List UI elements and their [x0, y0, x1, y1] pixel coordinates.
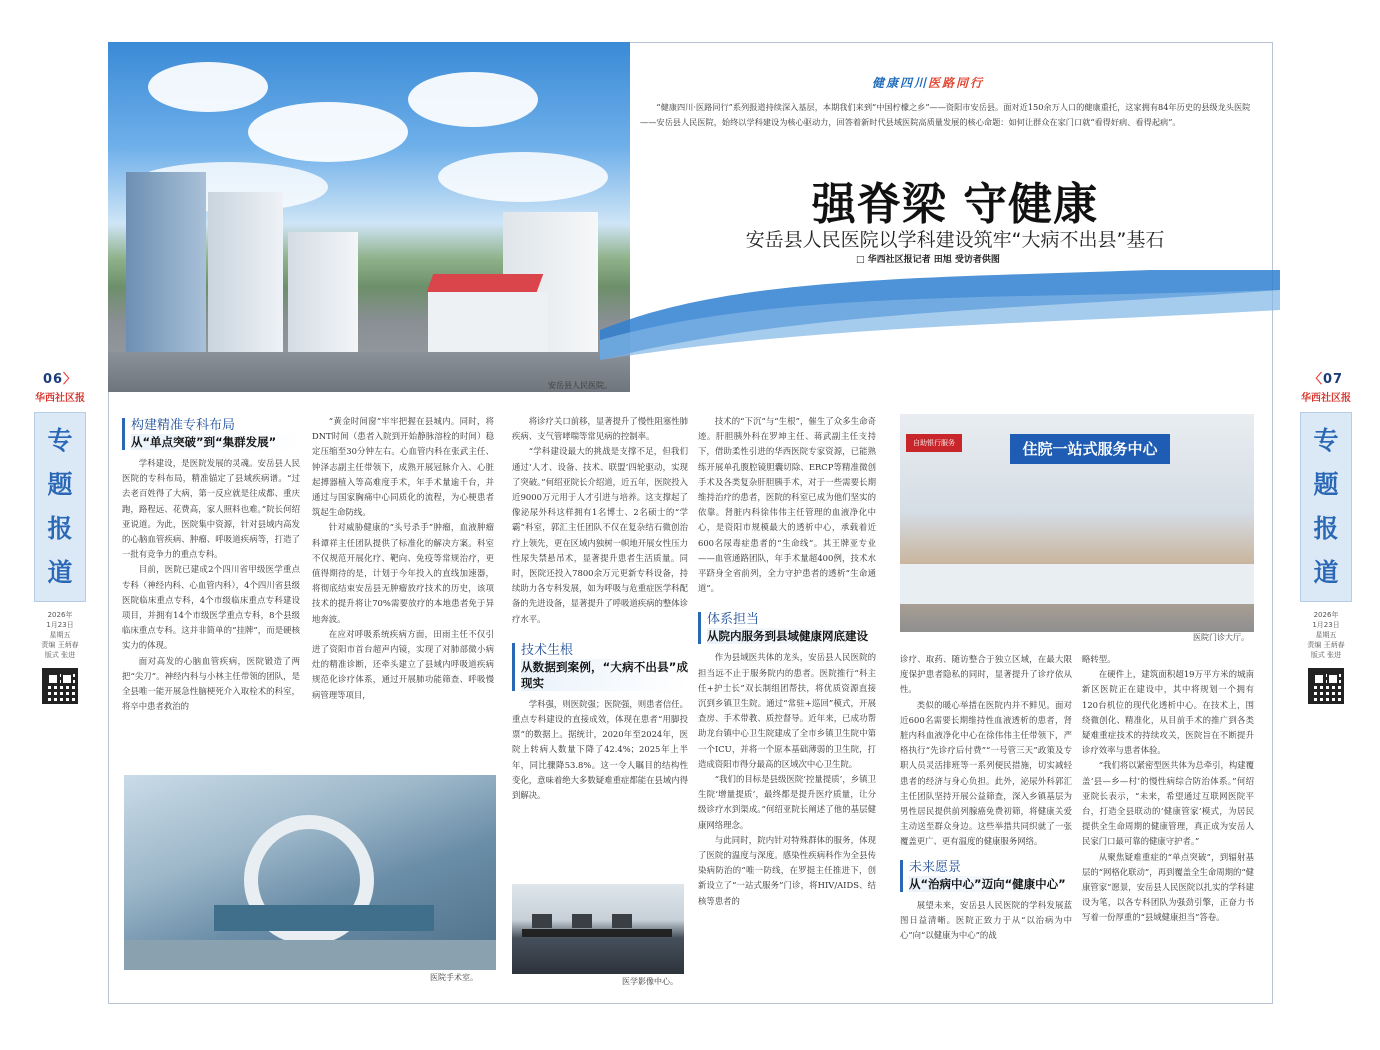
hall-caption: 医院门诊大厅。 — [1193, 633, 1249, 642]
paragraph: “我们的目标是县级医院‘控量提质’，乡镇卫生院‘增量提质’，最终都是提升医疗质量，让分级诊疗水到渠成。”何绍亚院长阐述了他的基层健康网络理念。 — [698, 774, 876, 830]
paragraph: 诊疗、取药、随访整合于独立区域，在最大限度保护患者隐私的同时，显著提升了诊疗依从性。 — [900, 654, 1072, 695]
paragraph: 技术的“下沉”与“生根”，催生了众多生命奇迹。肝胆胰外科在罗坤主任、蒋武副主任支持下，借助柔性引进的华西医院专家资源，已能熟练开展单孔腹腔镜胆囊切除、ERCP等精准微创手术及各类复杂肝胆胰手术，对于一些需要长期维持治疗的患者，医院的科室已成为他们坚实的依靠。肾脏内科徐伟伟主任管理的血液净化中心，是资阳市规模最大的透析中心，承载着近600名尿毒症患者的“生命线”。其王牌亚专业——血管通路团队，年手术量超400例，技术水平跻身全省前列，全力守护患者的透析“生命通道”。 — [698, 416, 876, 594]
page-subheadline: 安岳县人民医院以学科建设筑牢“大病不出县”基石 — [745, 229, 1165, 251]
issue-meta-right: 2026年 1月23日 星期五 责编 王炳春 版式 张进 — [1307, 611, 1345, 659]
imaging-center-photo — [512, 884, 684, 974]
column-tag-char: 专 — [1313, 426, 1339, 455]
imaging-caption: 医学影像中心。 — [622, 977, 678, 986]
column-tag-char: 题 — [1313, 470, 1339, 499]
article-column-5 — [900, 652, 1072, 943]
series-logo: 健康四川医路同行 — [872, 76, 985, 90]
page-number-left: 06〉 — [42, 372, 78, 387]
page-headline: 强脊梁 守健康 — [811, 179, 1099, 230]
outpatient-hall-photo — [900, 414, 1254, 632]
paragraph: “黄金时间窗”牢牢把握在县城内。同时，将DNT时间（患者入院到开始静脉溶栓的时间）稳定压缩至30分钟左右。心血管内科在张武主任、钟泽志副主任带领下，成熟开展冠脉介入、心脏起搏器植入等高难度手术，年手术量逾千台，并通过与国家胸痛中心同质化的流程，为心梗患者筑起生命防线。 — [312, 416, 494, 518]
paragraph: 类似的暖心举措在医院内并不鲜见。面对近600名需要长期维持性血液透析的患者，肾脏内科血液净化中心在徐伟伟主任带领下，严格执行“先诊疗后付费”“一号管三天”政策及专职人员灵活排班等一系列便民措施，切实减轻患者的经济与身心负担。此外，泌尿外科郭汇主任团队坚持开展公益筛查，深入乡镇基层为男性居民提供前列腺癌免费初筛，将健康关爱主动送至群众身边。这些举措共同织就了一张覆盖更广、更有温度的健康服务网络。 — [900, 699, 1072, 847]
paragraph: 与此同时，院内针对特殊群体的服务，体现了医院的温度与深度。感染性疾病科作为全县传染病防治的“唯一防线，在罗挺主任推进下，创新设立了“一站式服务”门诊，将HIV/AIDS、结核等患者的 — [698, 834, 876, 906]
byline: □ 华西社区报记者 田旭 受访者供图 — [856, 255, 1000, 265]
decorative-wave — [600, 270, 1280, 360]
paragraph: 面对高发的心脑血管疾病，医院锻造了两把“尖刀”。神经内科与小林主任带领的团队，是全县唯一能开展急性脑梗死介入取栓术的科室，将卒中患者救治的 — [122, 655, 300, 712]
paragraph: 在应对呼吸系统疾病方面，田雨主任不仅引进了资阳市首台超声内镜，实现了对肺部微小病灶的精准诊断，还牵头建立了县域内呼吸道疾病规范化诊疗体系，通过开展肺功能筛查、呼吸慢病管理等项目， — [312, 628, 494, 700]
paragraph: 目前，医院已建成2个四川省甲级医学重点专科（神经内科、心血管内科），4个四川省县级医院临床重点专科，4个市级临床重点专科建设项目，并拥有14个市级医学重点专科，8个县级临床重点专科。这并非简单的“挂牌”，而是硬核实力的体现。 — [122, 564, 300, 651]
atm-sign: 自助银行服务 — [906, 434, 962, 452]
column-tag-char: 报 — [47, 514, 73, 543]
section-header-3: 体系担当 从院内服务到县域健康网底建设 — [698, 612, 876, 644]
paragraph: 从聚焦疑难重症的“单点突破”，到辐射基层的“网格化联动”，再到覆盖全生命周期的“健康管家”愿景，安岳县人民医院以扎实的学科建设为笔，以各专科团队为强劲引擎，正奋力书写着一份厚重的“县域健康担当”答卷。 — [1082, 851, 1254, 923]
hero-photo-hospital — [108, 42, 630, 392]
paragraph: “学科建设最大的挑战是支撑不足，但我们通过‘人才、设备、技术、联盟’四轮驱动，实现了突破。”何绍亚院长介绍道，近五年，医院投入近9000万元用于人才引进与培养。这支撑起了像泌尿外科这样拥有1名博士、2名硕士的“学霸”科室，郭汇主任团队不仅在复杂结石微创治疗上领先，更在区域内独树一帜地开展女性压力性尿失禁悬吊术，显著提升患者生活质量。同时，医院还投入7800余万元更新专科设备，持续助力各专科发展，如为呼吸与危重症医学科配备的先进设备，显著提升了呼吸道疾病的整体诊疗水平。 — [512, 446, 688, 624]
section-header-4: 未来愿景 从“治病中心”迈向“健康中心” — [900, 860, 1072, 892]
article-column-1 — [122, 414, 300, 714]
left-page-sidebar — [30, 368, 90, 704]
article-column-3 — [512, 414, 688, 803]
column-tag-char: 题 — [47, 470, 73, 499]
section-header-1: 构建精准专科布局 从“单点突破”到“集群发展” — [122, 418, 300, 450]
paragraph: 展望未来，安岳县人民医院的学科发展蓝图日益清晰。医院正致力于从“以治病为中心”向“以健康为中心”的战 — [900, 899, 1072, 941]
paper-name-right: 华西社区报 — [1301, 393, 1351, 404]
issue-meta-left: 2026年 1月23日 星期五 责编 王炳春 版式 张进 — [41, 611, 79, 659]
paragraph: 学科建设，是医院发展的灵魂。安岳县人民医院的专科布局，精准锚定了县域疾病谱。“过去老百姓得了大病，第一反应就是往成都、重庆跑，路程远、花费高，家人照料也难。”院长何绍亚说道。为此，医院集中资源，针对县域内高发的心脑血管疾病、肿瘤、呼吸道疾病等，打造了一批有竞争力的重点专科。 — [122, 458, 300, 560]
paragraph: 在硬件上，建筑面积超19万平方米的城南新区医院正在建设中，其中将规划一个拥有120台机位的现代化透析中心。在技术上，围绕微创化、精准化，从目前手术的推广到各类疑难重症技术的持续攻关，医院旨在不断提升诊疗效率与患者体验。 — [1082, 669, 1254, 756]
column-tag-char: 专 — [47, 426, 73, 455]
surgery-caption: 医院手术室。 — [430, 973, 478, 982]
column-tag-char: 报 — [1313, 514, 1339, 543]
article-column-2 — [312, 414, 494, 703]
paragraph: 略转型。 — [1082, 654, 1116, 664]
qr-code-icon[interactable] — [42, 668, 78, 704]
surgery-room-photo — [124, 775, 496, 970]
paper-name-left: 华西社区报 — [35, 393, 85, 404]
paragraph: 将诊疗关口前移，显著提升了慢性阻塞性肺疾病、支气管哮喘等常见病的控制率。 — [512, 416, 688, 442]
paragraph: “我们将以紧密型医共体为总牵引，构建覆盖‘县—乡—村’的慢性病综合防治体系。”何绍亚院长表示，“未来，希望通过互联网医院平台，打造全县联动的‘健康管家’模式，为居民提供全生命周期的健康管理，真正成为安岳人民家门口最可靠的健康守护者。” — [1082, 760, 1254, 847]
hero-caption: 安岳县人民医院。 — [548, 381, 612, 390]
paragraph: 学科强，则医院强；医院强，则患者信任。重点专科建设的直接成效，体现在患者“用脚投票”的数据上。据统计，2020年至2024年，医院上转病人数量下降了42.4%；2025年上半年，同比骤降53.8%。这一令人瞩目的结构性变化，意味着绝大多数疑难重症都能在县域内得到解决。 — [512, 698, 688, 801]
article-column-6 — [1082, 652, 1254, 926]
article-column-4 — [698, 414, 876, 909]
column-tag-char: 道 — [47, 558, 73, 587]
paragraph: 作为县域医共体的龙头，安岳县人民医院的担当远不止于服务院内的患者。医院推行“科主任+护士长”双长制组团帮扶，将优质资源直接沉到乡镇卫生院。通过“常驻+巡回”模式，开展查房、手术带教、质控督导。近年来，已成功帮助龙台镇中心卫生院建成了全市乡镇卫生院中第一个ICU，并将一个原本基础薄弱的卫生院，打造成资阳市得分最高的区域次中心卫生院。 — [698, 652, 876, 769]
column-tag-char: 道 — [1313, 558, 1339, 587]
right-page-sidebar — [1296, 368, 1356, 704]
section-header-2: 技术生根 从数据到案例，“大病不出县”成现实 — [512, 643, 688, 691]
column-tag-right — [1300, 412, 1352, 602]
page-number-right: 〈07 — [1308, 372, 1344, 387]
qr-code-icon[interactable] — [1308, 668, 1344, 704]
service-center-sign: 住院一站式服务中心 — [1010, 434, 1170, 464]
column-tag-left — [34, 412, 86, 602]
intro-paragraph: “健康四川·医路同行”系列报道持续深入基层，本期我们来到“中国柠檬之乡”——资阳市安岳县。面对近150余万人口的健康重托，这家拥有84年历史的县级龙头医院——安岳县人民医院，始终以学科建设为核心驱动力，回答着新时代县域医院高质量发展的核心命题：如何让群众在家门口就“看得好病、看得起病”。 — [640, 102, 1251, 127]
paragraph: 针对威胁健康的“头号杀手”肿瘤，血液肿瘤科谭祥主任团队提供了标准化的解决方案。科室不仅规范开展化疗、靶向、免疫等常规治疗，更值得期待的是，计划于今年投入的直线加速器，将彻底结束安岳县无肿瘤放疗技术的历史，该项技术的提升将让70%需要放疗的本地患者免于异地奔波。 — [312, 522, 494, 624]
